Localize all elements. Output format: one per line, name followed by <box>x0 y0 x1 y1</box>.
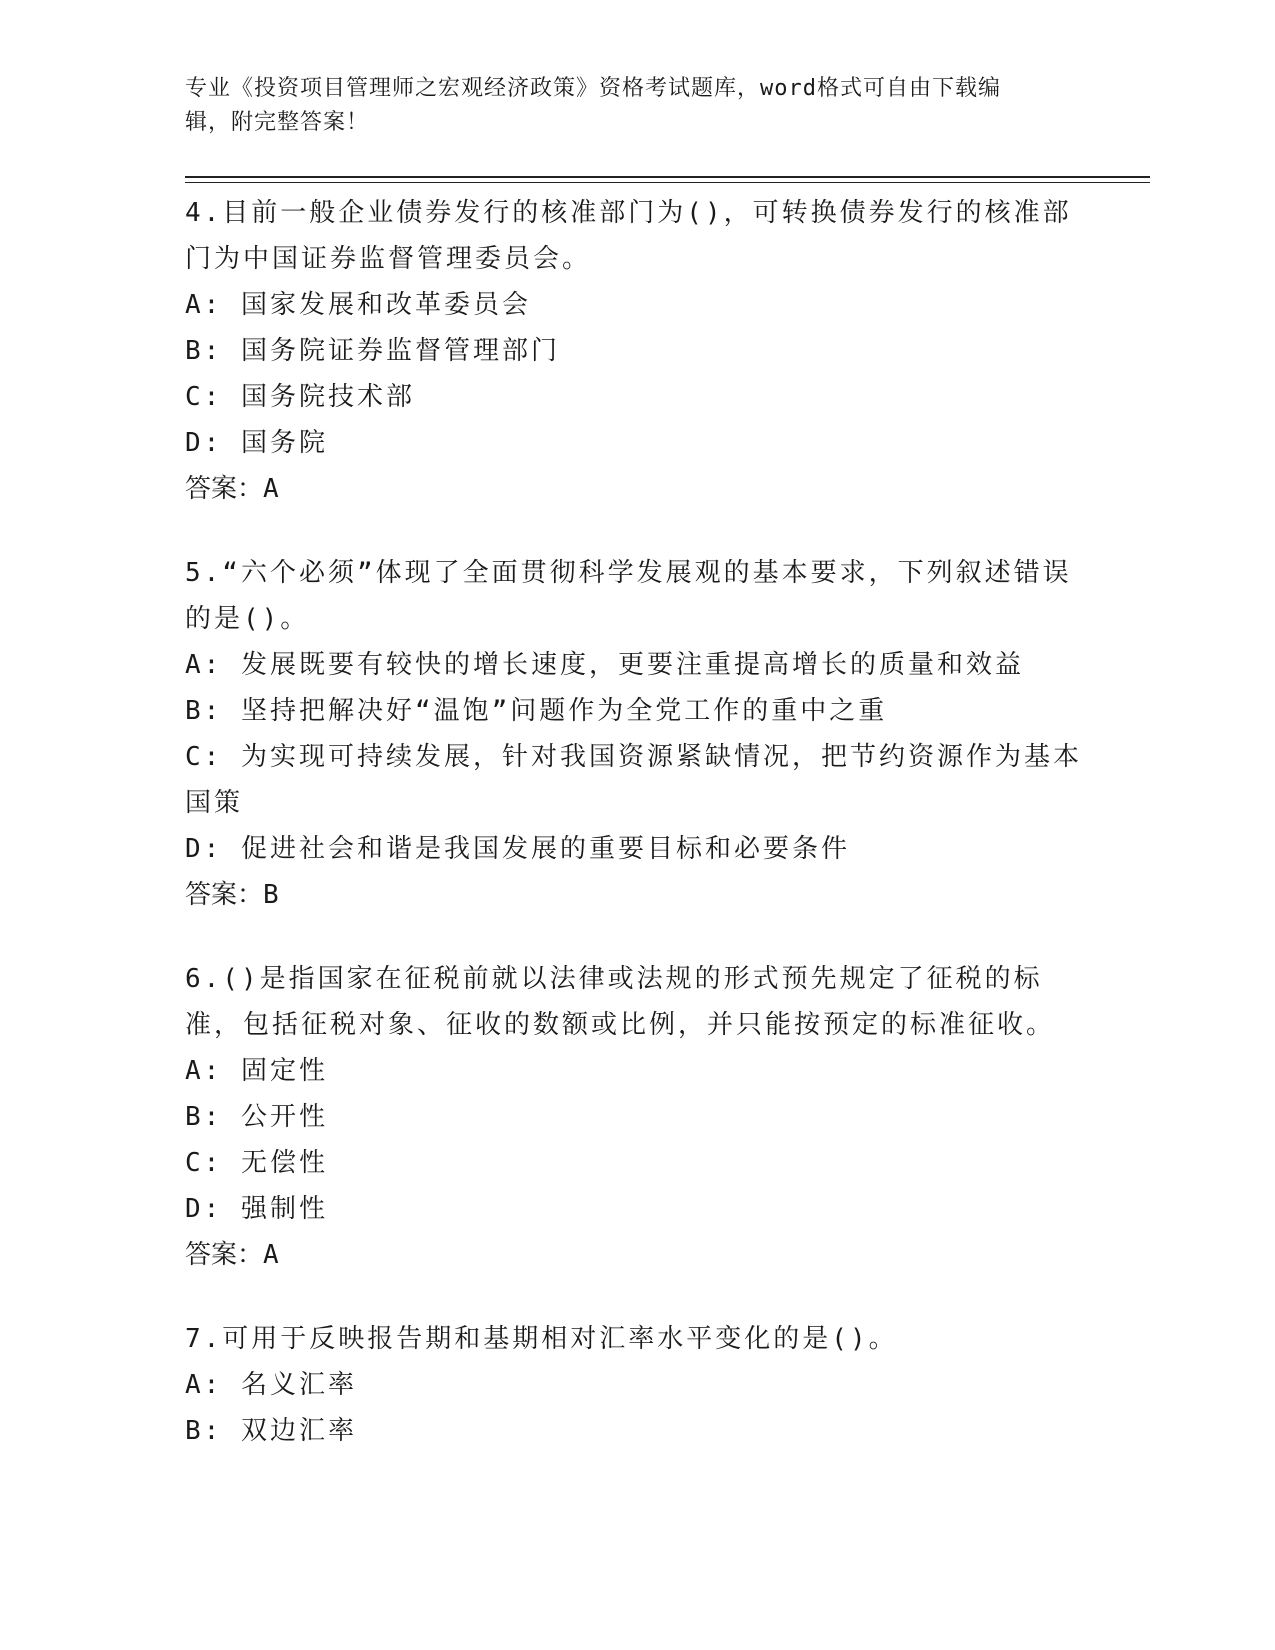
question-list <box>185 190 1085 1492</box>
option-c: C: 为实现可持续发展，针对我国资源紧缺情况，把节约资源作为基本国策 <box>185 742 1082 818</box>
document-header <box>185 72 1065 140</box>
option-a: A: 发展既要有较快的增长速度，更要注重提高增长的质量和效益 <box>185 650 1024 680</box>
question-stem: 4.目前一般企业债券发行的核准部门为()，可转换债券发行的核准部门为中国证券监督管理委员会。 <box>185 198 1072 274</box>
option-b: B: 国务院证券监督管理部门 <box>185 336 560 366</box>
question-6 <box>185 956 1085 1278</box>
intro-line-2: 辑，附完整答案！ <box>185 110 370 135</box>
question-stem: 5.“六个必须”体现了全面贯彻科学发展观的基本要求，下列叙述错误的是()。 <box>185 558 1072 634</box>
option-d: D: 国务院 <box>185 428 328 458</box>
question-7 <box>185 1316 1085 1454</box>
answer-value: B <box>263 880 279 910</box>
answer-label: 答案： <box>185 880 264 910</box>
intro-line-1: 专业《投资项目管理师之宏观经济政策》资格考试题库，word格式可自由下载编 <box>185 76 1001 101</box>
option-a: A: 固定性 <box>185 1056 328 1086</box>
question-5 <box>185 550 1085 918</box>
option-c: C: 国务院技术部 <box>185 382 415 412</box>
question-4 <box>185 190 1085 512</box>
answer-value: A <box>263 474 279 504</box>
question-stem: 6.()是指国家在征税前就以法律或法规的形式预先规定了征税的标准，包括征税对象、征收的数额或比例，并只能按预定的标准征收。 <box>185 964 1056 1040</box>
option-a: A: 国家发展和改革委员会 <box>185 290 531 320</box>
option-a: A: 名义汇率 <box>185 1370 357 1400</box>
question-stem: 7.可用于反映报告期和基期相对汇率水平变化的是()。 <box>185 1324 898 1354</box>
header-divider-thin <box>185 182 1150 183</box>
answer-line <box>185 466 1085 512</box>
option-d: D: 促进社会和谐是我国发展的重要目标和必要条件 <box>185 834 850 864</box>
answer-line <box>185 1232 1085 1278</box>
answer-value: A <box>263 1240 279 1270</box>
answer-label: 答案： <box>185 474 264 504</box>
option-d: D: 强制性 <box>185 1194 328 1224</box>
option-c: C: 无偿性 <box>185 1148 328 1178</box>
option-b: B: 公开性 <box>185 1102 328 1132</box>
answer-label: 答案： <box>185 1240 264 1270</box>
answer-line <box>185 872 1085 918</box>
option-b: B: 双边汇率 <box>185 1416 357 1446</box>
header-divider-thick <box>185 176 1150 178</box>
option-b: B: 坚持把解决好“温饱”问题作为全党工作的重中之重 <box>185 696 888 726</box>
